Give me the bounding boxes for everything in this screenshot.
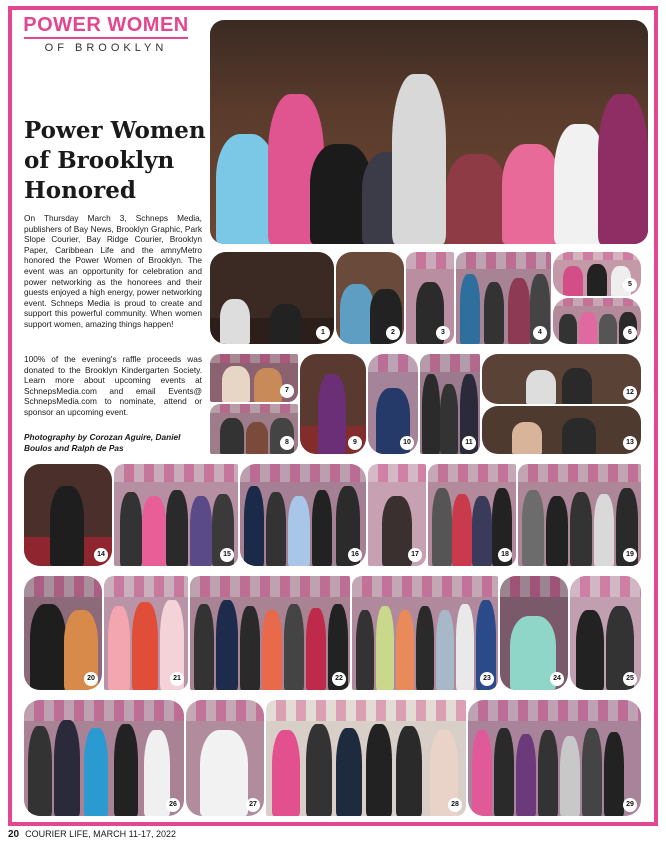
event-photo [190, 576, 350, 690]
article-headline: Power Women of Brooklyn Honored [24, 117, 206, 204]
publication-dateline: COURIER LIFE, MARCH 11-17, 2022 [25, 829, 177, 839]
photo-number: 1 [316, 326, 330, 340]
event-photo [456, 252, 551, 344]
photo-number: 8 [280, 436, 294, 450]
event-photo [406, 252, 454, 344]
photo-number: 16 [348, 548, 362, 562]
event-photo [553, 252, 641, 296]
photo-number: 29 [623, 798, 637, 812]
event-photo [240, 464, 366, 566]
publication-logo [20, 14, 192, 58]
photo-number: 17 [408, 548, 422, 562]
event-photo [104, 576, 188, 690]
event-photo [518, 464, 641, 566]
photo-number: 4 [533, 326, 547, 340]
photo-number: 22 [332, 672, 346, 686]
event-photo [500, 576, 568, 690]
event-photo [368, 464, 426, 566]
photo-number: 14 [94, 548, 108, 562]
event-photo [300, 354, 366, 454]
event-photo [336, 252, 404, 344]
event-photo [553, 298, 641, 344]
page-footer [8, 829, 176, 840]
photo-number: 23 [480, 672, 494, 686]
photo-number: 28 [448, 798, 462, 812]
event-photo [24, 464, 112, 566]
event-photo [428, 464, 516, 566]
photo-number: 15 [220, 548, 234, 562]
page-number: 20 [8, 829, 20, 840]
event-photo [468, 700, 641, 816]
event-photo [570, 576, 641, 690]
photo-number: 11 [462, 436, 476, 450]
logo-rule [24, 37, 188, 39]
photo-number: 13 [623, 436, 637, 450]
event-photo [266, 700, 466, 816]
event-photo [482, 354, 641, 404]
logo-title: POWER WOMEN [23, 14, 189, 36]
event-photo [210, 252, 334, 344]
photo-number: 10 [400, 436, 414, 450]
event-photo [24, 576, 102, 690]
event-photo [210, 354, 298, 402]
event-photo [24, 700, 184, 816]
photo-number: 12 [623, 386, 637, 400]
logo-subtitle: OF BROOKLYN [44, 42, 168, 54]
photo-number: 19 [623, 548, 637, 562]
photo-number: 5 [623, 278, 637, 292]
photo-number: 2 [386, 326, 400, 340]
article-paragraph-2: 100% of the evening's raffle proceeds was donated to the Brooklyn Kindergarten Society. Learn more about upcoming events at SchnepsMedia.com and email Events@ SchnepsMedia.com to nominate, attend or sponsor an upcoming event. [24, 354, 202, 417]
article-paragraph-1: On Thursday March 3, Schneps Media, publishers of Bay News, Brooklyn Graphic, Park Slope Courier, Bay Ridge Courier, Brooklyn Paper, Caribbean Life and the amnyMetro honored the Power Women of Brooklyn. The event was an opportunity for celebration and power networking as the honorees and their guests enjoyed a high energy, power networking event. Schneps Media is proud to create and support this powerful community. When women support women, amazing things happen! [24, 213, 202, 329]
event-photo [186, 700, 264, 816]
event-photo [482, 406, 641, 454]
event-photo [368, 354, 418, 454]
event-photo [114, 464, 238, 566]
hero-group-photo [210, 20, 648, 244]
event-photo [352, 576, 498, 690]
photo-number: 24 [550, 672, 564, 686]
photo-number: 21 [170, 672, 184, 686]
photo-number: 6 [623, 326, 637, 340]
photo-number: 25 [623, 672, 637, 686]
photo-number: 3 [436, 326, 450, 340]
photo-number: 20 [84, 672, 98, 686]
photo-number: 27 [246, 798, 260, 812]
photo-number: 9 [348, 436, 362, 450]
event-photo [420, 354, 480, 454]
photo-number: 7 [280, 384, 294, 398]
photo-number: 26 [166, 798, 180, 812]
photo-number: 18 [498, 548, 512, 562]
event-photo [210, 404, 298, 454]
photo-credit: Photography by Corozan Aguire, Daniel Boulos and Ralph de Pas [24, 432, 181, 453]
